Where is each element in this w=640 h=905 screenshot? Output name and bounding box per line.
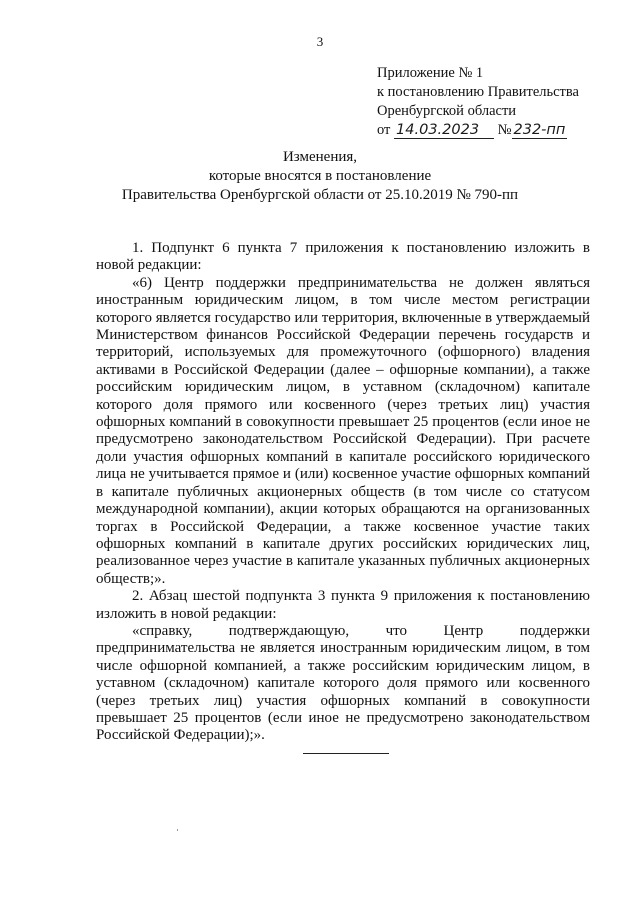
document-body xyxy=(96,240,590,745)
appendix-line-1: Приложение № 1 xyxy=(377,65,484,81)
appendix-header xyxy=(377,64,579,140)
appendix-date-number-line xyxy=(377,121,579,140)
appendix-line-2: к постановлению Правительства xyxy=(377,84,579,100)
paragraph-quote-1: «6) Центр поддержки предпринимательства не должен являться иностранным юридическим лицом, в том числе местом регистрации которого является государство или территория, включенные в утверждаемый Министерством финансов Российской Федерации перечень государств и территорий, используемых для промежуточного (офшорного) владения активами в Российской Федерации (далее – офшорные компании), а также российским юридическим лицом, в уставном (складочном) капитале которого доля прямого или косвенного (через третьих лиц) участия офшорных компаний в совокупности превышает 25 процентов (если иное не предусмотрено законодательством Российской Федерации). При расчете доли участия офшорных компаний в капитале российского юридического лица не учитывается прямое и (или) косвенное участие офшорных компаний в капитале публичных акционерных обществ (в том числе со статусом международной компании), акции которых обращаются на организованных торгах в Российской Федерации, а также косвенное участие таких офшорных компаний в капитале других российских юридических лиц, реализованное через участие в капитале указанных публичных акционерных обществ;». xyxy=(96,274,590,587)
paragraph-quote-2: «справку, подтверждающую, что Центр поддержки предпринимательства не является иностранным юридическим лицом, в том числе офшорной компанией, а также российским юридическим лицом, в уставном (складочном) капитале которого доля прямого или косвенного (через третьих лиц) участия офшорных компаний в совокупности превышает 25 процентов (если иное не предусмотрено законодательством Российской Федерации);». xyxy=(96,622,590,744)
appendix-line-3: Оренбургской области xyxy=(377,103,517,119)
title-line-2: которые вносятся в постановление xyxy=(208,168,432,184)
document-title xyxy=(0,148,640,205)
title-line-1: Изменения, xyxy=(282,149,358,165)
handwritten-number: 232-пп xyxy=(513,122,566,138)
from-label: от xyxy=(377,122,391,138)
scan-speck xyxy=(177,829,178,831)
paragraph-1: 1. Подпункт 6 пункта 7 приложения к постановлению изложить в новой редакции: xyxy=(96,240,590,274)
page-number: 3 xyxy=(316,34,324,49)
handwritten-date: 14.03.2023 xyxy=(394,123,494,139)
title-line-3: Правительства Оренбургской области от 25.10.2019 № 790-пп xyxy=(121,187,519,203)
end-divider xyxy=(303,753,389,754)
number-label: № xyxy=(497,122,512,138)
paragraph-2: 2. Абзац шестой подпункта 3 пункта 9 приложения к постановлению изложить в новой редакции: xyxy=(96,588,590,622)
